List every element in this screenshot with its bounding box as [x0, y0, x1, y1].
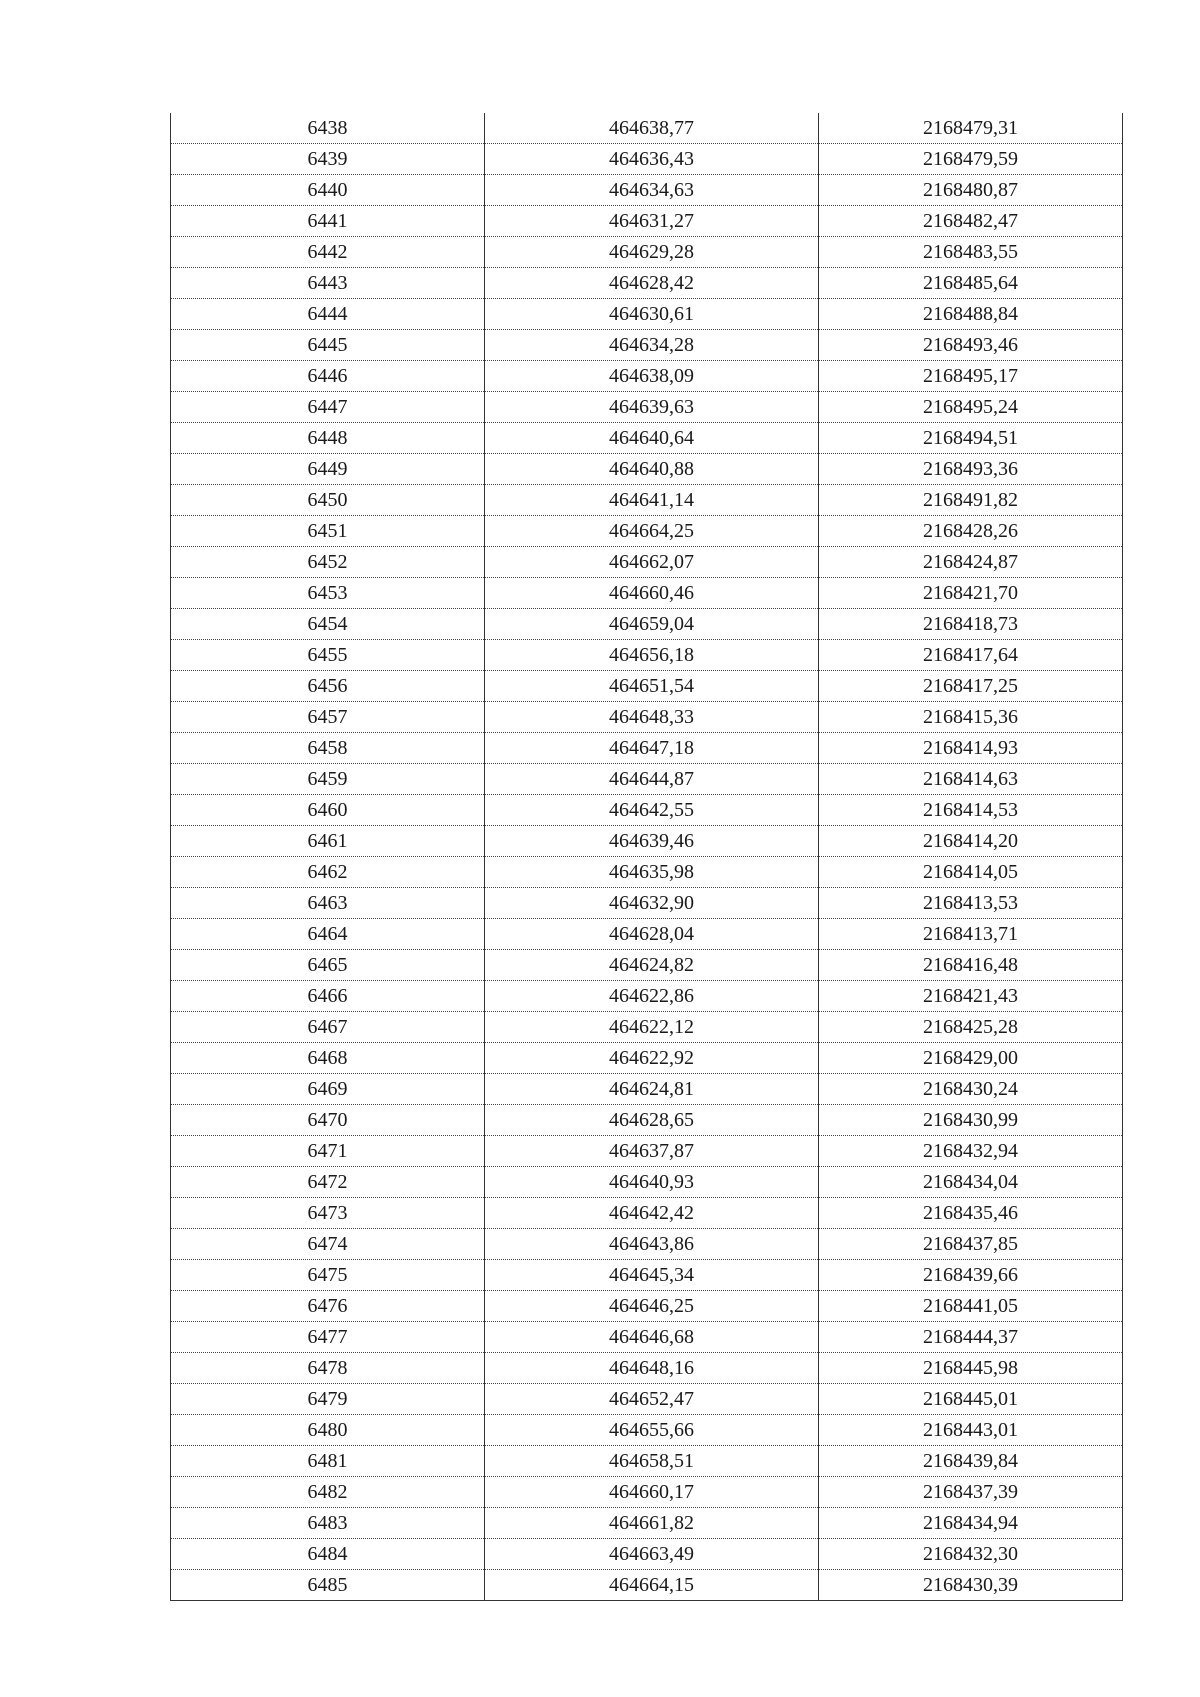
x-coordinate-cell: 464660,17: [485, 1477, 819, 1508]
point-number-cell: 6458: [171, 733, 485, 764]
point-number-cell: 6444: [171, 299, 485, 330]
point-number-cell: 6470: [171, 1105, 485, 1136]
y-coordinate-cell: 2168479,59: [819, 144, 1123, 175]
table-row: [171, 485, 1123, 516]
table-row: [171, 671, 1123, 702]
y-coordinate-cell: 2168445,98: [819, 1353, 1123, 1384]
point-number-cell: 6460: [171, 795, 485, 826]
x-coordinate-cell: 464646,68: [485, 1322, 819, 1353]
point-number-cell: 6485: [171, 1570, 485, 1601]
coordinates-table: [170, 113, 1123, 1601]
table-row: [171, 1167, 1123, 1198]
table-row: [171, 1477, 1123, 1508]
y-coordinate-cell: 2168493,36: [819, 454, 1123, 485]
table-row: [171, 361, 1123, 392]
table-row: [171, 1384, 1123, 1415]
point-number-cell: 6454: [171, 609, 485, 640]
x-coordinate-cell: 464636,43: [485, 144, 819, 175]
point-number-cell: 6467: [171, 1012, 485, 1043]
point-number-cell: 6474: [171, 1229, 485, 1260]
y-coordinate-cell: 2168437,85: [819, 1229, 1123, 1260]
point-number-cell: 6449: [171, 454, 485, 485]
table-row: [171, 764, 1123, 795]
y-coordinate-cell: 2168421,70: [819, 578, 1123, 609]
y-coordinate-cell: 2168414,53: [819, 795, 1123, 826]
document-page: [170, 113, 1122, 1601]
y-coordinate-cell: 2168414,05: [819, 857, 1123, 888]
y-coordinate-cell: 2168437,39: [819, 1477, 1123, 1508]
y-coordinate-cell: 2168485,64: [819, 268, 1123, 299]
x-coordinate-cell: 464661,82: [485, 1508, 819, 1539]
point-number-cell: 6462: [171, 857, 485, 888]
y-coordinate-cell: 2168495,17: [819, 361, 1123, 392]
y-coordinate-cell: 2168432,94: [819, 1136, 1123, 1167]
table-row: [171, 609, 1123, 640]
x-coordinate-cell: 464622,12: [485, 1012, 819, 1043]
x-coordinate-cell: 464664,25: [485, 516, 819, 547]
x-coordinate-cell: 464655,66: [485, 1415, 819, 1446]
point-number-cell: 6446: [171, 361, 485, 392]
point-number-cell: 6455: [171, 640, 485, 671]
table-row: [171, 981, 1123, 1012]
y-coordinate-cell: 2168494,51: [819, 423, 1123, 454]
table-row: [171, 1415, 1123, 1446]
point-number-cell: 6482: [171, 1477, 485, 1508]
coordinates-table-body: [171, 113, 1123, 1601]
x-coordinate-cell: 464640,64: [485, 423, 819, 454]
x-coordinate-cell: 464637,87: [485, 1136, 819, 1167]
point-number-cell: 6443: [171, 268, 485, 299]
x-coordinate-cell: 464638,77: [485, 113, 819, 144]
table-row: [171, 268, 1123, 299]
y-coordinate-cell: 2168424,87: [819, 547, 1123, 578]
y-coordinate-cell: 2168425,28: [819, 1012, 1123, 1043]
table-row: [171, 795, 1123, 826]
y-coordinate-cell: 2168415,36: [819, 702, 1123, 733]
x-coordinate-cell: 464641,14: [485, 485, 819, 516]
point-number-cell: 6481: [171, 1446, 485, 1477]
x-coordinate-cell: 464631,27: [485, 206, 819, 237]
table-row: [171, 1570, 1123, 1601]
y-coordinate-cell: 2168443,01: [819, 1415, 1123, 1446]
table-row: [171, 1136, 1123, 1167]
y-coordinate-cell: 2168416,48: [819, 950, 1123, 981]
x-coordinate-cell: 464662,07: [485, 547, 819, 578]
table-row: [171, 950, 1123, 981]
x-coordinate-cell: 464642,55: [485, 795, 819, 826]
point-number-cell: 6439: [171, 144, 485, 175]
point-number-cell: 6469: [171, 1074, 485, 1105]
y-coordinate-cell: 2168413,71: [819, 919, 1123, 950]
x-coordinate-cell: 464658,51: [485, 1446, 819, 1477]
point-number-cell: 6452: [171, 547, 485, 578]
table-row: [171, 299, 1123, 330]
table-row: [171, 1260, 1123, 1291]
point-number-cell: 6440: [171, 175, 485, 206]
y-coordinate-cell: 2168441,05: [819, 1291, 1123, 1322]
point-number-cell: 6447: [171, 392, 485, 423]
y-coordinate-cell: 2168483,55: [819, 237, 1123, 268]
y-coordinate-cell: 2168432,30: [819, 1539, 1123, 1570]
x-coordinate-cell: 464639,63: [485, 392, 819, 423]
point-number-cell: 6456: [171, 671, 485, 702]
point-number-cell: 6468: [171, 1043, 485, 1074]
y-coordinate-cell: 2168435,46: [819, 1198, 1123, 1229]
y-coordinate-cell: 2168414,63: [819, 764, 1123, 795]
point-number-cell: 6445: [171, 330, 485, 361]
x-coordinate-cell: 464634,63: [485, 175, 819, 206]
point-number-cell: 6471: [171, 1136, 485, 1167]
y-coordinate-cell: 2168418,73: [819, 609, 1123, 640]
y-coordinate-cell: 2168429,00: [819, 1043, 1123, 1074]
table-row: [171, 547, 1123, 578]
table-row: [171, 206, 1123, 237]
y-coordinate-cell: 2168414,20: [819, 826, 1123, 857]
table-row: [171, 702, 1123, 733]
table-row: [171, 1446, 1123, 1477]
x-coordinate-cell: 464630,61: [485, 299, 819, 330]
x-coordinate-cell: 464640,88: [485, 454, 819, 485]
y-coordinate-cell: 2168482,47: [819, 206, 1123, 237]
x-coordinate-cell: 464634,28: [485, 330, 819, 361]
point-number-cell: 6483: [171, 1508, 485, 1539]
table-row: [171, 516, 1123, 547]
table-row: [171, 1291, 1123, 1322]
table-row: [171, 1012, 1123, 1043]
y-coordinate-cell: 2168414,93: [819, 733, 1123, 764]
point-number-cell: 6441: [171, 206, 485, 237]
x-coordinate-cell: 464640,93: [485, 1167, 819, 1198]
table-row: [171, 1074, 1123, 1105]
table-row: [171, 1198, 1123, 1229]
point-number-cell: 6478: [171, 1353, 485, 1384]
x-coordinate-cell: 464642,42: [485, 1198, 819, 1229]
y-coordinate-cell: 2168430,24: [819, 1074, 1123, 1105]
point-number-cell: 6484: [171, 1539, 485, 1570]
point-number-cell: 6461: [171, 826, 485, 857]
y-coordinate-cell: 2168480,87: [819, 175, 1123, 206]
point-number-cell: 6464: [171, 919, 485, 950]
table-row: [171, 1105, 1123, 1136]
y-coordinate-cell: 2168434,94: [819, 1508, 1123, 1539]
x-coordinate-cell: 464652,47: [485, 1384, 819, 1415]
x-coordinate-cell: 464651,54: [485, 671, 819, 702]
point-number-cell: 6459: [171, 764, 485, 795]
point-number-cell: 6438: [171, 113, 485, 144]
table-row: [171, 888, 1123, 919]
table-row: [171, 175, 1123, 206]
y-coordinate-cell: 2168439,66: [819, 1260, 1123, 1291]
x-coordinate-cell: 464664,15: [485, 1570, 819, 1601]
y-coordinate-cell: 2168491,82: [819, 485, 1123, 516]
x-coordinate-cell: 464624,81: [485, 1074, 819, 1105]
y-coordinate-cell: 2168430,99: [819, 1105, 1123, 1136]
x-coordinate-cell: 464648,33: [485, 702, 819, 733]
table-row: [171, 1322, 1123, 1353]
table-row: [171, 237, 1123, 268]
y-coordinate-cell: 2168444,37: [819, 1322, 1123, 1353]
point-number-cell: 6442: [171, 237, 485, 268]
point-number-cell: 6453: [171, 578, 485, 609]
table-row: [171, 113, 1123, 144]
y-coordinate-cell: 2168495,24: [819, 392, 1123, 423]
x-coordinate-cell: 464628,04: [485, 919, 819, 950]
y-coordinate-cell: 2168488,84: [819, 299, 1123, 330]
x-coordinate-cell: 464647,18: [485, 733, 819, 764]
table-row: [171, 423, 1123, 454]
y-coordinate-cell: 2168417,64: [819, 640, 1123, 671]
x-coordinate-cell: 464659,04: [485, 609, 819, 640]
y-coordinate-cell: 2168493,46: [819, 330, 1123, 361]
point-number-cell: 6450: [171, 485, 485, 516]
point-number-cell: 6463: [171, 888, 485, 919]
x-coordinate-cell: 464639,46: [485, 826, 819, 857]
table-row: [171, 1229, 1123, 1260]
x-coordinate-cell: 464635,98: [485, 857, 819, 888]
table-row: [171, 1508, 1123, 1539]
x-coordinate-cell: 464624,82: [485, 950, 819, 981]
point-number-cell: 6457: [171, 702, 485, 733]
table-row: [171, 1353, 1123, 1384]
table-row: [171, 392, 1123, 423]
table-row: [171, 857, 1123, 888]
point-number-cell: 6475: [171, 1260, 485, 1291]
y-coordinate-cell: 2168428,26: [819, 516, 1123, 547]
point-number-cell: 6477: [171, 1322, 485, 1353]
point-number-cell: 6451: [171, 516, 485, 547]
x-coordinate-cell: 464656,18: [485, 640, 819, 671]
x-coordinate-cell: 464646,25: [485, 1291, 819, 1322]
y-coordinate-cell: 2168421,43: [819, 981, 1123, 1012]
x-coordinate-cell: 464644,87: [485, 764, 819, 795]
x-coordinate-cell: 464660,46: [485, 578, 819, 609]
point-number-cell: 6476: [171, 1291, 485, 1322]
x-coordinate-cell: 464622,92: [485, 1043, 819, 1074]
point-number-cell: 6448: [171, 423, 485, 454]
x-coordinate-cell: 464638,09: [485, 361, 819, 392]
table-row: [171, 640, 1123, 671]
table-row: [171, 919, 1123, 950]
x-coordinate-cell: 464643,86: [485, 1229, 819, 1260]
x-coordinate-cell: 464645,34: [485, 1260, 819, 1291]
x-coordinate-cell: 464648,16: [485, 1353, 819, 1384]
x-coordinate-cell: 464632,90: [485, 888, 819, 919]
point-number-cell: 6472: [171, 1167, 485, 1198]
table-row: [171, 733, 1123, 764]
y-coordinate-cell: 2168434,04: [819, 1167, 1123, 1198]
point-number-cell: 6465: [171, 950, 485, 981]
table-row: [171, 578, 1123, 609]
y-coordinate-cell: 2168479,31: [819, 113, 1123, 144]
y-coordinate-cell: 2168417,25: [819, 671, 1123, 702]
point-number-cell: 6479: [171, 1384, 485, 1415]
table-row: [171, 1539, 1123, 1570]
point-number-cell: 6473: [171, 1198, 485, 1229]
table-row: [171, 144, 1123, 175]
x-coordinate-cell: 464663,49: [485, 1539, 819, 1570]
y-coordinate-cell: 2168430,39: [819, 1570, 1123, 1601]
x-coordinate-cell: 464628,42: [485, 268, 819, 299]
y-coordinate-cell: 2168439,84: [819, 1446, 1123, 1477]
table-row: [171, 1043, 1123, 1074]
point-number-cell: 6480: [171, 1415, 485, 1446]
table-row: [171, 330, 1123, 361]
point-number-cell: 6466: [171, 981, 485, 1012]
x-coordinate-cell: 464628,65: [485, 1105, 819, 1136]
y-coordinate-cell: 2168445,01: [819, 1384, 1123, 1415]
table-row: [171, 826, 1123, 857]
table-row: [171, 454, 1123, 485]
x-coordinate-cell: 464622,86: [485, 981, 819, 1012]
x-coordinate-cell: 464629,28: [485, 237, 819, 268]
y-coordinate-cell: 2168413,53: [819, 888, 1123, 919]
